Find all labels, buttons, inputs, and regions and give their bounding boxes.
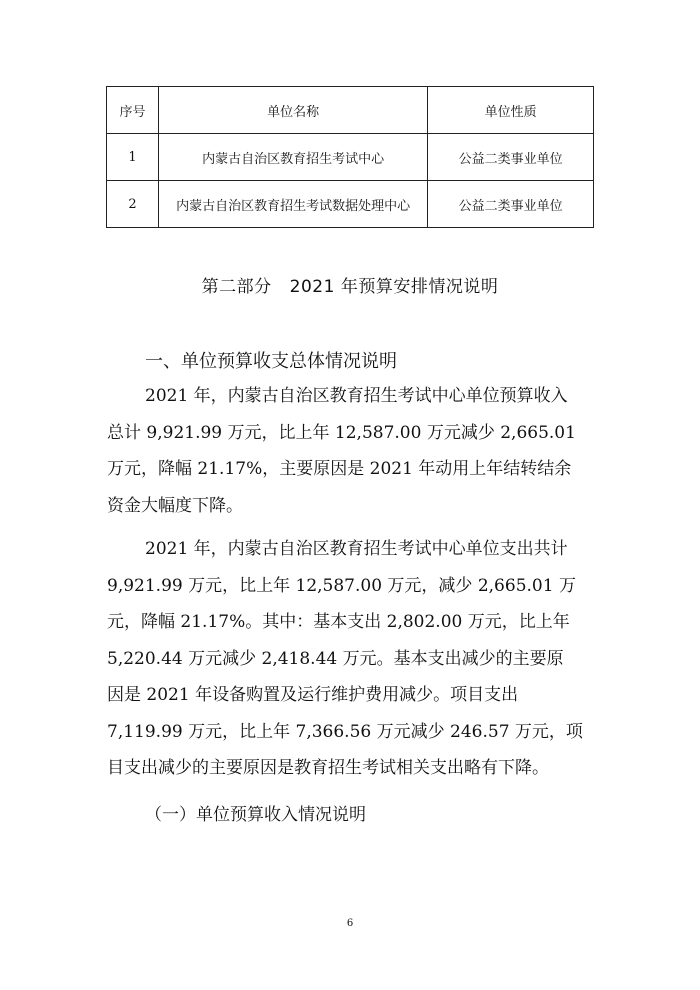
text-line: 因是 2021 年设备购置及运行维护费用减少。项目支出: [107, 685, 519, 705]
table-row: [107, 134, 594, 181]
page-number: 6: [346, 918, 354, 929]
unit-table: [106, 86, 594, 228]
header-name: 单位名称: [158, 87, 427, 134]
table-header-row: [107, 87, 594, 134]
part-label: 第二部分: [201, 277, 272, 297]
text-line: 目支出减少的主要原因是教育招生考试相关支出略有下降。: [107, 758, 549, 778]
text-line: 元，降幅 21.17%。其中：基本支出 2,802.00 万元，比上年: [107, 612, 570, 632]
header-no: 序号: [107, 87, 159, 134]
cell-nature: 公益二类事业单位: [428, 134, 594, 181]
text-line: 万元，降幅 21.17%，主要原因是 2021 年动用上年结转结余: [107, 459, 572, 479]
text-line: 2021 年，内蒙古自治区教育招生考试中心单位支出共计: [145, 539, 568, 559]
text-line: 7,119.99 万元，比上年 7,366.56 万元减少 246.57 万元，项: [107, 721, 583, 742]
section-title: 一、单位预算收支总体情况说明: [145, 351, 397, 372]
table-row: [107, 181, 594, 228]
text-line: 2021 年，内蒙古自治区教育招生考试中心单位预算收入: [145, 386, 568, 406]
cell-name: 内蒙古自治区教育招生考试中心: [158, 134, 427, 181]
text-line: 总计 9,921.99 万元，比上年 12,587.00 万元减少 2,665.01: [107, 422, 576, 443]
text-line: 9,921.99 万元，比上年 12,587.00 万元，减少 2,665.01 万: [107, 575, 576, 596]
cell-nature: 公益二类事业单位: [428, 181, 594, 228]
subsection-title: （一）单位预算收入情况说明: [145, 805, 366, 825]
text-line: 资金大幅度下降。: [107, 495, 243, 516]
cell-name: 内蒙古自治区教育招生考试数据处理中心: [158, 181, 427, 228]
paragraph-expenditure: [107, 531, 597, 787]
paragraph-revenue: [107, 378, 597, 524]
part-title: [0, 272, 700, 297]
cell-no: 2: [107, 181, 159, 228]
header-nature: 单位性质: [428, 87, 594, 134]
part-heading: 2021 年预算安排情况说明: [289, 277, 499, 297]
cell-no: 1: [107, 134, 159, 181]
text-line: 5,220.44 万元减少 2,418.44 万元。基本支出减少的主要原: [107, 648, 564, 669]
